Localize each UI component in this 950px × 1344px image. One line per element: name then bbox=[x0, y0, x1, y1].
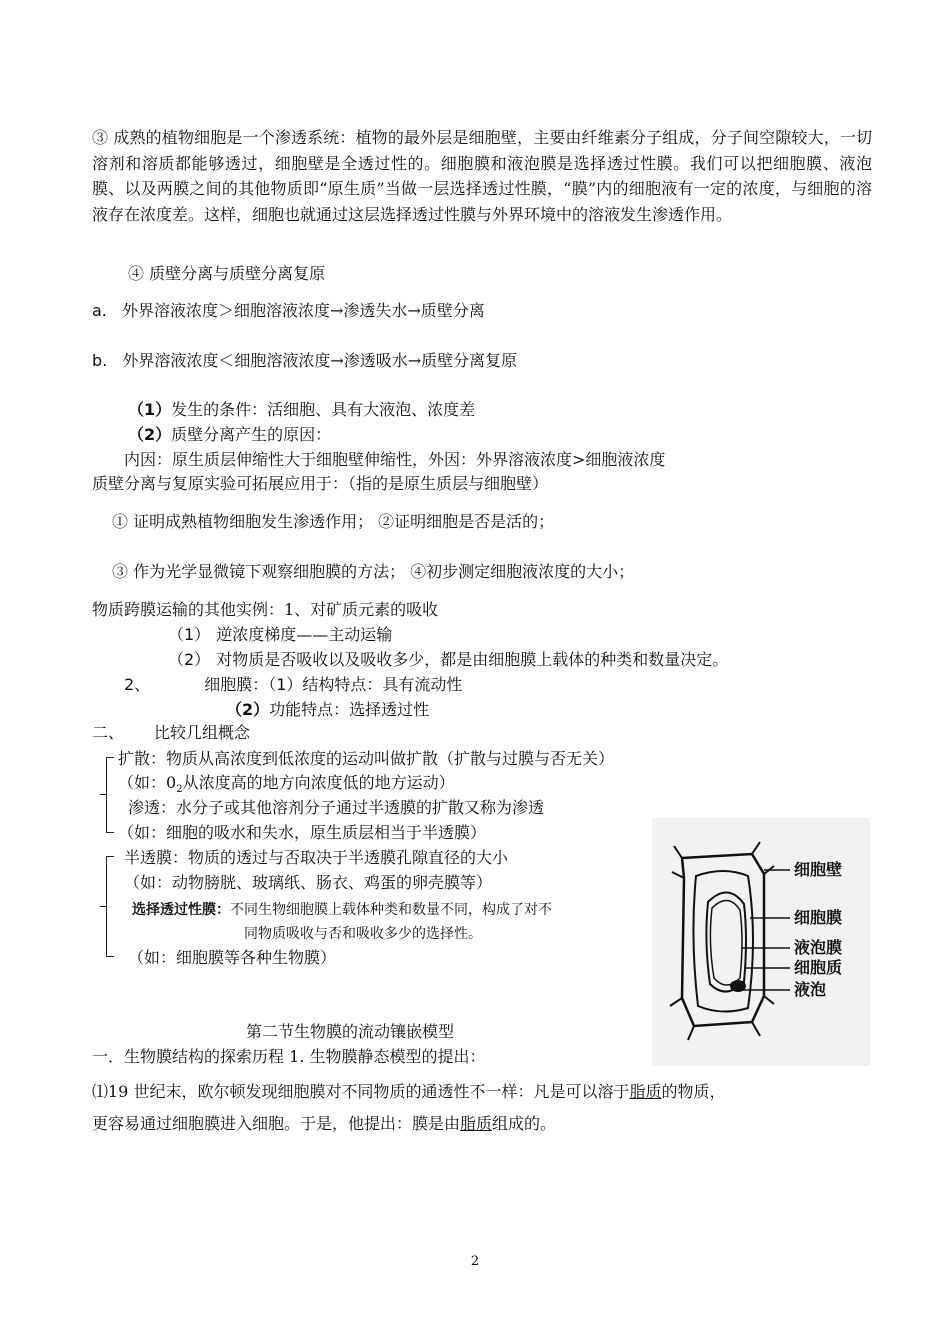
item-a-text: 外界溶液浓度＞细胞溶液浓度→渗透失水→质壁分离 bbox=[121, 301, 485, 320]
membrane-label: 细胞膜： bbox=[204, 675, 269, 694]
label-cell-membrane: 细胞膜 bbox=[794, 908, 843, 927]
bracket-tick bbox=[100, 906, 106, 907]
application-intro: 质壁分离与复原实验可拓展应用于：（指的是原生质层与细胞壁） bbox=[92, 474, 549, 493]
membrane-function-num: （2） bbox=[226, 700, 270, 719]
transport-item-1-num: （1） bbox=[168, 625, 211, 644]
label-vacuole-membrane: 液泡膜 bbox=[794, 938, 843, 957]
bracket-tick bbox=[106, 757, 114, 758]
condition-text: 发生的条件：活细胞、具有大液泡、浓度差 bbox=[171, 400, 476, 419]
label-vacuole: 液泡 bbox=[794, 980, 827, 999]
label-cell-wall: 细胞壁 bbox=[794, 860, 843, 879]
osmosis-example: （如：细胞的吸水和失水，原生质层相当于半透膜） bbox=[118, 823, 487, 842]
diffusion-example-post: 从浓度高的地方向浓度低的地方运动） bbox=[182, 773, 455, 792]
membrane-structure-text: 结构特点：具有流动性 bbox=[302, 675, 463, 694]
item-b bbox=[92, 349, 517, 373]
cause-num: （2） bbox=[128, 425, 172, 444]
membrane-num: 2、 bbox=[124, 675, 151, 694]
bracket-tick bbox=[106, 956, 114, 957]
membrane-line-2 bbox=[226, 698, 429, 722]
transport-item-2-text: 对物质是否吸收以及吸收多少，都是由细胞膜上载体的种类和数量决定。 bbox=[216, 650, 729, 669]
label-cytoplasm: 细胞质 bbox=[794, 958, 843, 977]
vacuole-shape bbox=[710, 900, 742, 985]
compare-heading-text: 比较几组概念 bbox=[154, 723, 251, 742]
membrane-line-1 bbox=[124, 673, 462, 697]
history-text-a: 欧尔顿发现细胞膜对不同物质的通透性不一样：凡是可以溶于 bbox=[197, 1082, 630, 1101]
compare-heading bbox=[92, 721, 250, 745]
cause-text: 质壁分离产生的原因： bbox=[171, 425, 332, 444]
selective-membrane-label: 选择透过性膜： bbox=[132, 902, 230, 918]
history-text-d: 组成的。 bbox=[492, 1114, 557, 1133]
semipermeable-def: 半透膜：物质的透过与否取决于半透膜孔隙直径的大小 bbox=[124, 848, 509, 867]
bracket-tick bbox=[106, 832, 114, 833]
history-num: ⑴19 世纪末， bbox=[92, 1082, 198, 1101]
condition-line bbox=[128, 398, 475, 422]
bracket-tick bbox=[100, 794, 106, 795]
transport-item-2-num: （2） bbox=[168, 650, 211, 669]
item-a-label: a. bbox=[92, 301, 107, 320]
item-a bbox=[92, 299, 485, 323]
application-3-4: ③ 作为光学显微镜下观察细胞膜的方法； ④初步测定细胞液浓度的大小； bbox=[112, 562, 635, 581]
transport-intro: 物质跨膜运输的其他实例：1、对矿质元素的吸收 bbox=[92, 600, 439, 619]
bracket-diffusion bbox=[106, 757, 107, 832]
lipid-underline-2: 脂质 bbox=[460, 1114, 493, 1133]
selective-membrane-text-2: 同物质吸收与否和吸收多少的选择性。 bbox=[244, 926, 482, 942]
plant-cell-diagram bbox=[652, 818, 870, 1066]
transport-item-2 bbox=[168, 648, 728, 672]
diffusion-example-sub: 2 bbox=[176, 784, 183, 796]
history-text-c: 更容易通过细胞膜进入细胞。于是，他提出：膜是由 bbox=[92, 1114, 461, 1133]
cause-detail: 内因：原生质层伸缩性大于细胞壁伸缩性，外因：外界溶液浓度>细胞液浓度 bbox=[124, 450, 666, 469]
item-b-text: 外界溶液浓度＜细胞溶液浓度→渗透吸水→质壁分离复原 bbox=[122, 351, 518, 370]
selective-membrane-example: （如：细胞膜等各种生物膜） bbox=[128, 948, 337, 967]
history-line-2 bbox=[92, 1112, 556, 1136]
semipermeable-example: （如：动物膀胱、玻璃纸、肠衣、鸡蛋的卵壳膜等） bbox=[124, 873, 493, 892]
lipid-underline-1: 脂质 bbox=[629, 1082, 662, 1101]
diffusion-example-pre: （如：0 bbox=[118, 773, 177, 792]
heading-plasmolysis: ④ 质壁分离与质壁分离复原 bbox=[128, 264, 326, 283]
compare-heading-num: 二、 bbox=[92, 723, 125, 742]
section-title: 第二节生物膜的流动镶嵌模型 bbox=[246, 1022, 455, 1041]
transport-item-1 bbox=[168, 623, 392, 647]
selective-membrane-text-1: 不同生物细胞膜上载体种类和数量不同，构成了对不 bbox=[230, 902, 552, 918]
page-number: 2 bbox=[470, 1254, 480, 1269]
item-b-label: b. bbox=[92, 351, 108, 370]
condition-num: （1） bbox=[128, 400, 172, 419]
application-1-2: ① 证明成熟植物细胞发生渗透作用； ②证明细胞是否是活的； bbox=[112, 512, 555, 531]
transport-item-1-text: 逆浓度梯度——主动运输 bbox=[216, 625, 393, 644]
diffusion-def: 扩散：物质从高浓度到低浓度的运动叫做扩散（扩散与过膜与否无关） bbox=[118, 749, 615, 768]
membrane-structure-num: （1） bbox=[268, 675, 303, 694]
history-line-1 bbox=[92, 1080, 726, 1104]
paragraph-osmotic-system: ③ 成熟的植物细胞是一个渗透系统：植物的最外层是细胞壁，主要由纤维素分子组成，分子间空隙较大，一切溶剂和溶质都能够透过，细胞壁是全透过性的。细胞膜和液泡膜是选择透过性膜。我们可以把细胞膜、液泡膜、以及两膜之间的其他物质即“原生质”当做一层选择透过性膜，“膜”内的细胞液有一定的浓度，与细胞的溶液存在浓度差。这样，细胞也就通过这层选择透过性膜与外界环境中的溶液发生渗透作用。 bbox=[92, 128, 872, 224]
selective-membrane-line-1 bbox=[132, 898, 552, 922]
bracket-tick bbox=[106, 856, 114, 857]
section-subtitle: 一．生物膜结构的探索历程 1. 生物膜静态模型的提出： bbox=[92, 1047, 486, 1066]
membrane-function-text: 功能特点：选择透过性 bbox=[269, 700, 430, 719]
bracket-membranes bbox=[106, 856, 107, 956]
cause-line bbox=[128, 423, 331, 447]
osmosis-def: 渗透：水分子或其他溶剂分子通过半透膜的扩散又称为渗透 bbox=[128, 798, 545, 817]
history-text-b: 的物质， bbox=[661, 1082, 726, 1101]
